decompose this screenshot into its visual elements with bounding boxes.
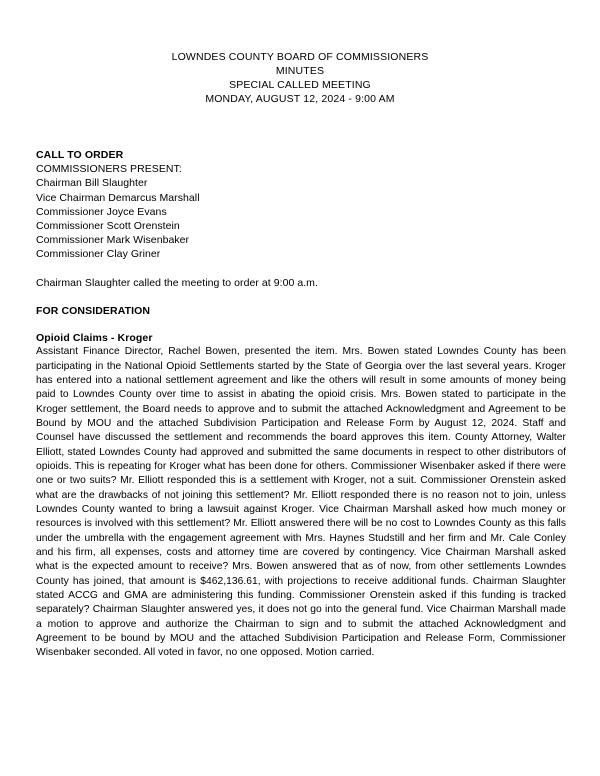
list-item: Chairman Bill Slaughter [36,177,148,190]
spacer [36,262,566,276]
called-to-order-statement: Chairman Slaughter called the meeting to order at 9:00 a.m. [36,276,318,289]
commissioners-present-label: COMMISSIONERS PRESENT: [36,163,182,176]
section-heading-call-to-order: CALL TO ORDER [36,149,124,161]
document-title-block [0,50,600,106]
list-item: Commissioner Clay Griner [36,248,161,261]
list-item: Commissioner Mark Wisenbaker [36,234,190,247]
title-line-document-type: MINUTES [275,65,325,77]
title-line-organization: LOWNDES COUNTY BOARD OF COMMISSIONERS [171,51,429,63]
document-body [36,148,566,661]
agenda-item-heading-opioid-claims-kroger: Opioid Claims - Kroger [36,332,153,345]
title-line-meeting-type: SPECIAL CALLED MEETING [229,79,371,91]
list-item: Commissioner Scott Orenstein [36,220,180,233]
spacer [36,290,566,304]
attendee-list [36,176,566,261]
spacer [36,318,566,331]
agenda-item-body-opioid-claims-kroger: Assistant Finance Director, Rachel Bowen, presented the item. Mrs. Bowen stated Lowndes County has been participating in the National Opioid Settlements started by the State of Georgia over the last several years. Kroger has entered into a national settlement agreement and like the others will result in some amounts of money being paid to Lowndes County over time to assist in abating the opioid crisis. Mrs. Bowen stated to participate in the Kroger settlement, the Board needs to approve and to submit the attached Acknowledgment and Agreement to be Bound by MOU and the attached Subdivision Participation and Release Form by August 12, 2024. Staff and Counsel have discussed the settlement and recommends the board approves this item. County Attorney, Walter Elliott, stated Lowndes County had approved and submitted the same documents in respect to other distributors of opioids. This is repeating for Kroger what has been done for others. Commissioner Wisenbaker asked if there were one or two suits? Mr. Elliott responded this is a settlement with Kroger, not a suit. Commissioner Orenstein asked what are the drawbacks of not joining this settlement? Mr. Elliott responded there is no reason not to join, unless Lowndes County wanted to bring a lawsuit against Kroger. Vice Chairman Marshall asked how much money or resources is involved with this settlement? Mr. Elliott answered there will be no cost to Lowndes County as this falls under the umbrella with the engagement agreement with Mrs. Haynes Studstill and her firm and Mr. Cale Conley and his firm, all expenses, costs and attorney time are covered by contingency. Vice Chairman Marshall asked what is the expected amount to receive? Mrs. Bowen answered that as of now, from other settlements Lowndes County has joined, that amount is $462,136.61, with projections to receive additional funds. Chairman Slaughter stated ACCG and GMA are administering this funding. Commissioner Orenstein asked if this funding is tracked separately? Chairman Slaughter answered yes, it does not go into the general fund. Vice Chairman Marshall made a motion to approve and authorize the Chairman to sign and to submit the attached Acknowledgment and Agreement to be bound by MOU and the attached Subdivision Participation and Release Form, Commissioner Wisenbaker seconded. All voted in favor, no one opposed. Motion carried. [36,346,566,659]
list-item: Vice Chairman Demarcus Marshall [36,191,200,204]
title-line-meeting-datetime: MONDAY, AUGUST 12, 2024 - 9:00 AM [205,93,395,105]
list-item: Commissioner Joyce Evans [36,205,167,218]
section-heading-for-consideration: FOR CONSIDERATION [36,304,151,317]
